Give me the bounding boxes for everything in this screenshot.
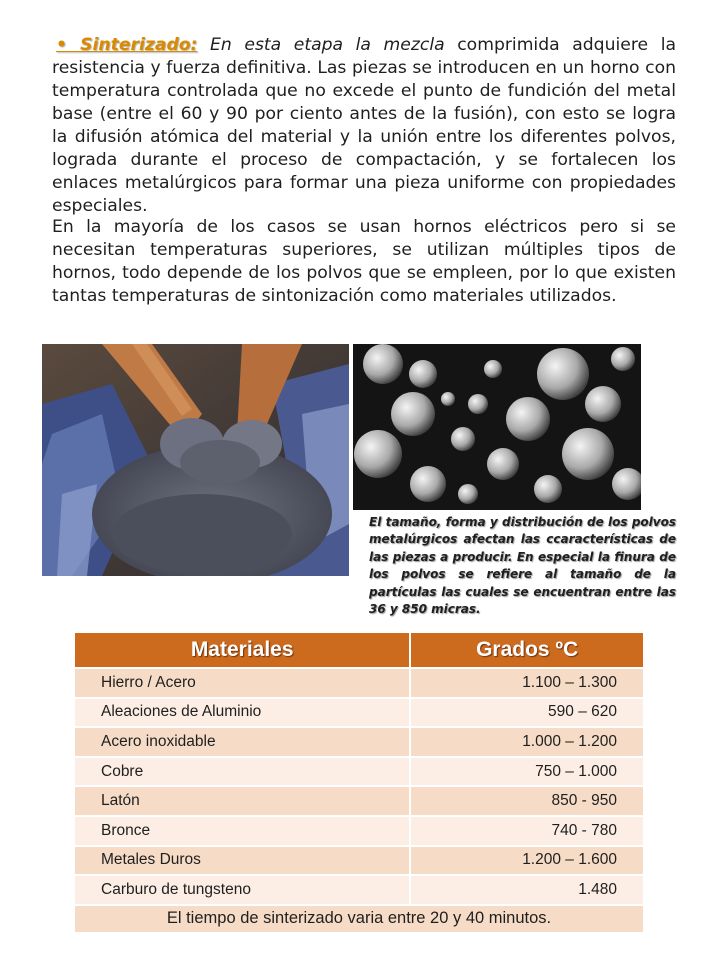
material-cell: Carburo de tungsteno	[74, 875, 410, 905]
table-row	[74, 757, 644, 787]
header-grados: Grados ºC	[410, 632, 644, 668]
material-cell: Metales Duros	[74, 846, 410, 876]
grados-cell: 740 - 780	[410, 816, 644, 846]
table-footer-row	[74, 905, 644, 933]
material-cell: Bronce	[74, 816, 410, 846]
intro-italic: En esta etapa la mezcla	[210, 35, 445, 55]
table-row	[74, 816, 644, 846]
table-row	[74, 875, 644, 905]
material-cell: Acero inoxidable	[74, 727, 410, 757]
grados-cell: 850 - 950	[410, 786, 644, 816]
intro-text: comprimida adquiere la resistencia y fuerza definitiva. Las piezas se introducen en un horno con temperatura controlada que no excede el punto de fundición del metal base (entre el 60 y 90 por ciento antes de la fusión), con esto se logra la difusión atómica del material y la unión entre los diferentes polvos, lograda durante el proceso de compactación, y se fortalecen los enlaces metalúrgicos para formar una pieza uniforme con propiedades especiales.	[52, 35, 676, 216]
table-row	[74, 846, 644, 876]
table-header-row	[74, 632, 644, 668]
material-cell: Cobre	[74, 757, 410, 787]
image-caption: El tamaño, forma y distribución de los polvos metalúrgicos afectan las ccaracterísticas de las piezas a producir. En especial la finura de los polvos se refiere al tamaño de la partículas las cuales se encuentran entre las 36 y 850 micras.	[369, 515, 676, 617]
grados-cell: 1.480	[410, 875, 644, 905]
intro-paragraph	[52, 34, 676, 218]
grados-cell: 1.200 – 1.600	[410, 846, 644, 876]
grados-cell: 590 – 620	[410, 698, 644, 728]
material-cell: Latón	[74, 786, 410, 816]
grados-cell: 1.100 – 1.300	[410, 668, 644, 698]
furnace-paragraph: En la mayoría de los casos se usan hornos eléctricos pero si se necesitan temperaturas superiores, se utilizan múltiples tipos de hornos, todo depende de los polvos que se empleen, por lo que existen tantas temperaturas de sintonización como materiales utilizados.	[52, 217, 676, 306]
section-heading: • Sinterizado:	[56, 35, 198, 55]
grados-cell: 750 – 1.000	[410, 757, 644, 787]
powder-hands-photo	[42, 344, 349, 576]
header-materiales: Materiales	[74, 632, 410, 668]
grados-cell: 1.000 – 1.200	[410, 727, 644, 757]
table-row	[74, 668, 644, 698]
table-row	[74, 786, 644, 816]
sintering-temperature-table	[73, 631, 645, 934]
table-row	[74, 727, 644, 757]
table-row	[74, 698, 644, 728]
powder-microscope-photo	[353, 344, 641, 510]
material-cell: Hierro / Acero	[74, 668, 410, 698]
material-cell: Aleaciones de Aluminio	[74, 698, 410, 728]
table-footer-note: El tiempo de sinterizado varia entre 20 y 40 minutos.	[74, 905, 644, 933]
